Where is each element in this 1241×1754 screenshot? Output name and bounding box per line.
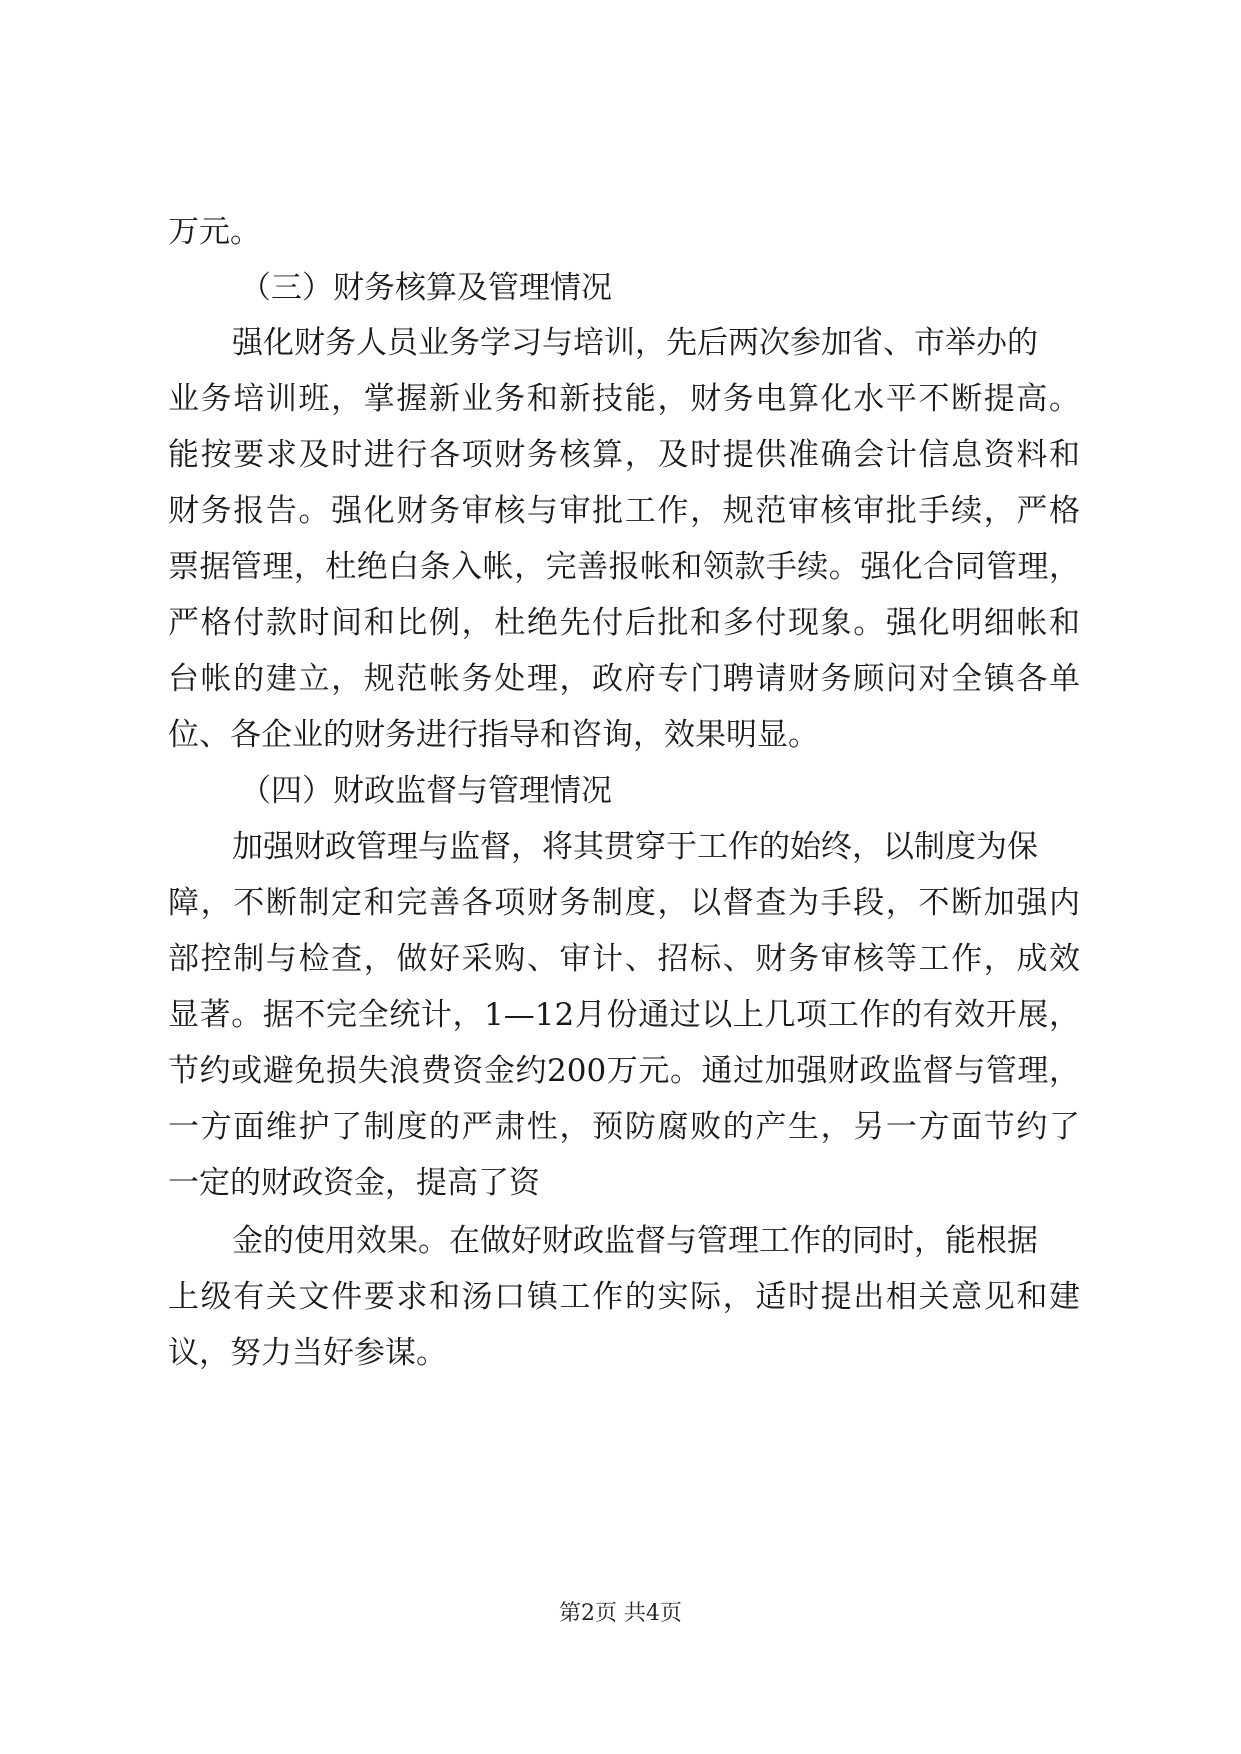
paragraph-line: 节约或避免损失浪费资金约200万元。通过加强财政监督与管理， <box>168 1053 1080 1089</box>
paragraph-line: 业务培训班，掌握新业务和新技能，财务电算化水平不断提高。 <box>168 381 1080 417</box>
paragraph-line: 上级有关文件要求和汤口镇工作的实际，适时提出相关意见和建 <box>168 1279 1080 1315</box>
paragraph-line: 位、各企业的财务进行指导和咨询，效果明显。 <box>168 717 819 753</box>
paragraph-line: 部控制与检查，做好采购、审计、招标、财务审核等工作，成效 <box>168 941 1080 977</box>
paragraph-line: 金的使用效果。在做好财政监督与管理工作的同时，能根据 <box>232 1223 1038 1259</box>
paragraph-line: 能按要求及时进行各项财务核算，及时提供准确会计信息资料和 <box>168 437 1080 473</box>
paragraph-line: 显著。据不完全统计，1—12月份通过以上几项工作的有效开展， <box>168 997 1080 1033</box>
paragraph-line: 一方面维护了制度的严肃性，预防腐败的产生，另一方面节约了 <box>168 1109 1080 1145</box>
paragraph-line: 财务报告。强化财务审核与审批工作，规范审核审批手续，严格 <box>168 493 1080 529</box>
section-heading: （四）财政监督与管理情况 <box>240 773 612 809</box>
paragraph-line: 台帐的建立，规范帐务处理，政府专门聘请财务顾问对全镇各单 <box>168 661 1080 697</box>
paragraph-line: 障，不断制定和完善各项财务制度，以督查为手段，不断加强内 <box>168 885 1080 921</box>
paragraph-line: 票据管理，杜绝白条入帐，完善报帐和领款手续。强化合同管理， <box>168 549 1080 585</box>
page-footer: 第2页 共4页 <box>559 1601 682 1626</box>
paragraph-line: 一定的财政资金，提高了资 <box>168 1165 540 1201</box>
paragraph-line: 议，努力当好参谋。 <box>168 1335 447 1371</box>
paragraph-line: 强化财务人员业务学习与培训，先后两次参加省、市举办的 <box>232 325 1038 361</box>
paragraph-line: 加强财政管理与监督，将其贯穿于工作的始终，以制度为保 <box>232 829 1038 865</box>
section-heading: （三）财务核算及管理情况 <box>240 270 612 306</box>
paragraph-line: 万元。 <box>168 214 261 250</box>
paragraph-line: 严格付款时间和比例，杜绝先付后批和多付现象。强化明细帐和 <box>168 605 1080 641</box>
